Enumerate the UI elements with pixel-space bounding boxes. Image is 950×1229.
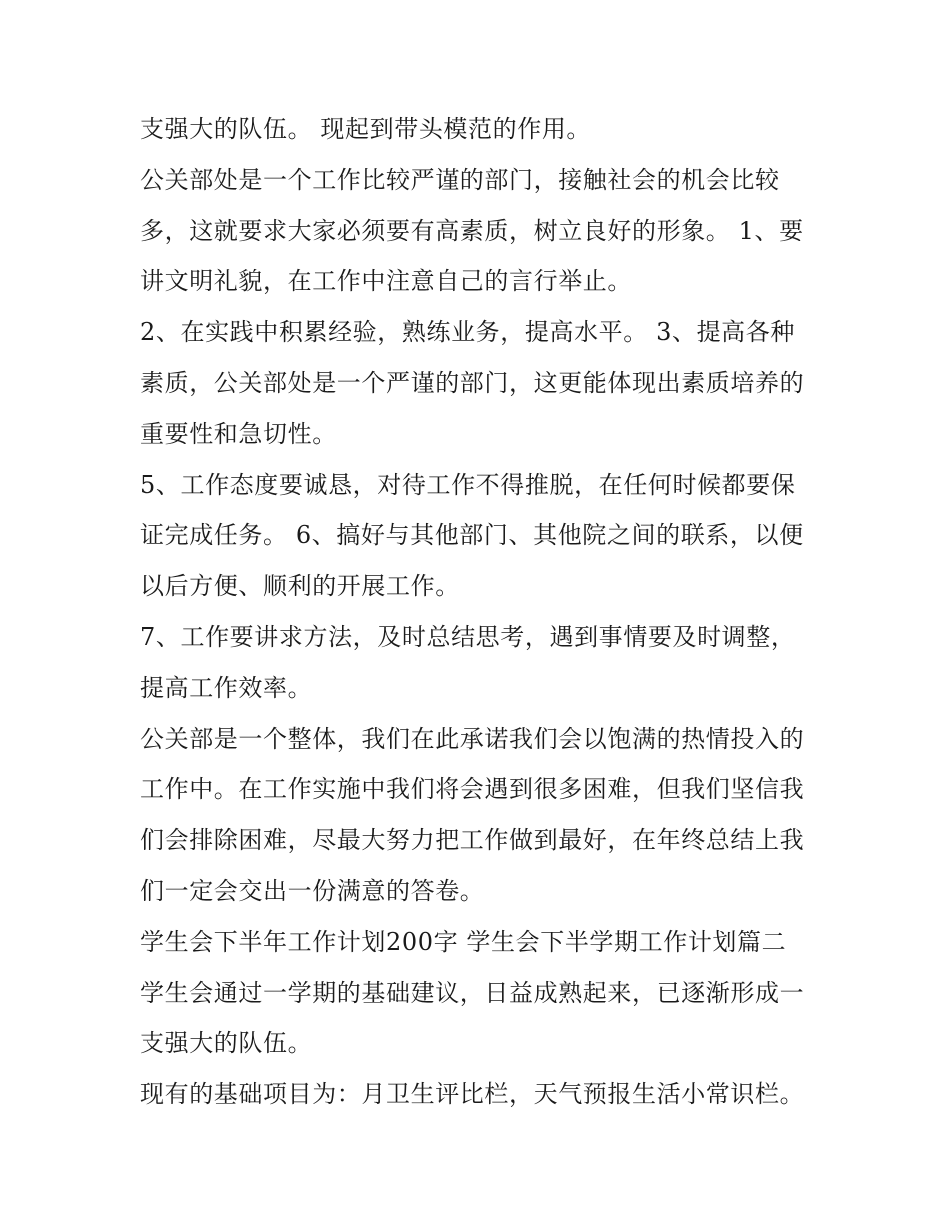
- text-line: 7、工作要讲求方法，及时总结思考，遇到事情要及时调整，: [140, 622, 796, 651]
- text-line: 讲文明礼貌，在工作中注意自己的言行举止。: [140, 267, 632, 296]
- text-line: 学生会通过一学期的基础建议，日益成熟起来，已逐渐形成一: [140, 978, 805, 1007]
- text-line: 多，这就要求大家必须要有高素质，树立良好的形象。 1、要: [140, 216, 804, 245]
- text-line: 们会排除困难，尽最大努力把工作做到最好，在年终总结上我: [140, 826, 805, 855]
- text-line: 5、工作态度要诚恳，对待工作不得推脱，在任何时候都要保: [140, 470, 796, 499]
- text-line: 公关部是一个整体，我们在此承诺我们会以饱满的热情投入的: [140, 724, 805, 753]
- text-line: 重要性和急切性。: [140, 419, 337, 448]
- text-line: 现有的基础项目为：月卫生评比栏，天气预报生活小常识栏。: [140, 1080, 805, 1109]
- text-line: 2、在实践中积累经验，熟练业务，提高水平。 3、提高各种: [140, 318, 795, 347]
- text-line: 工作中。在工作实施中我们将会遇到很多困难，但我们坚信我: [140, 775, 805, 804]
- text-line: 支强大的队伍。: [140, 1029, 313, 1058]
- text-line: 支强大的队伍。 现起到带头模范的作用。: [140, 115, 592, 143]
- text-line: 提高工作效率。: [140, 673, 313, 702]
- text-line: 学生会下半年工作计划200字 学生会下半学期工作计划篇二: [140, 927, 787, 956]
- text-line: 证完成任务。 6、搞好与其他部门、其他院之间的联系，以便: [140, 521, 804, 550]
- text-line: 公关部处是一个工作比较严谨的部门，接触社会的机会比较: [140, 165, 780, 194]
- text-line: 以后方便、顺利的开展工作。: [140, 572, 460, 601]
- text-line: 素质，公关部处是一个严谨的部门，这更能体现出素质培养的: [140, 368, 805, 397]
- document-body: [140, 104, 820, 1120]
- text-line: 们一定会交出一份满意的答卷。: [140, 876, 485, 905]
